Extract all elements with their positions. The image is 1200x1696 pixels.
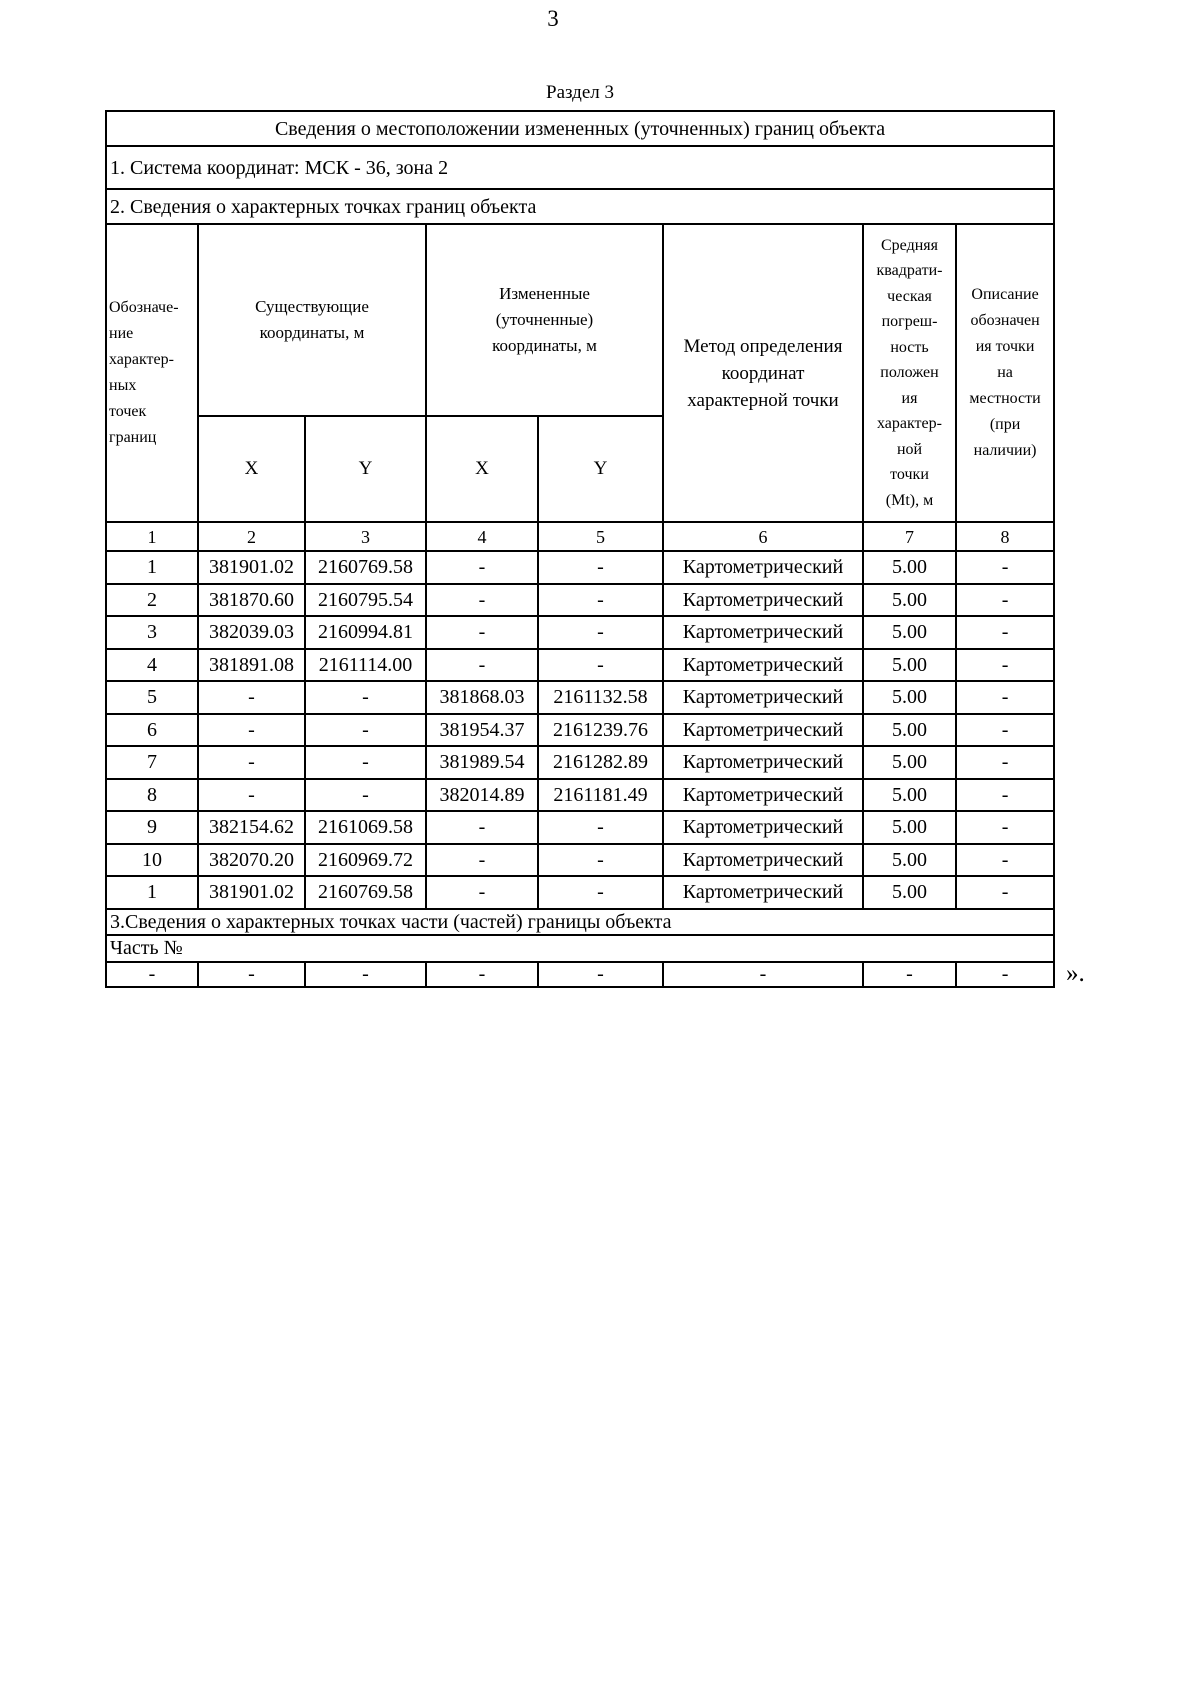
point-number: 5	[106, 681, 198, 714]
point-number: 1	[106, 551, 198, 584]
header-changed-y: Y	[538, 416, 663, 522]
changed-x-cell: -	[426, 584, 538, 617]
existing-x-cell: 382039.03	[198, 616, 305, 649]
method-cell: Картометрический	[663, 844, 863, 877]
description-cell: -	[956, 714, 1054, 747]
method-cell: Картометрический	[663, 584, 863, 617]
part-cell: -	[426, 962, 538, 987]
closing-quote-mark: ».	[1066, 960, 1085, 987]
description-cell: -	[956, 551, 1054, 584]
column-number: 2	[198, 522, 305, 551]
existing-y-cell: 2160795.54	[305, 584, 426, 617]
table-title: Сведения о местоположении измененных (уточненных) границ объекта	[106, 111, 1054, 146]
header-description: Описание обозначен ия точки на местности (при наличии)	[956, 224, 1054, 522]
changed-x-cell: -	[426, 876, 538, 909]
changed-x-cell: 381868.03	[426, 681, 538, 714]
changed-x-cell: 382014.89	[426, 779, 538, 812]
mean-error-cell: 5.00	[863, 746, 956, 779]
description-cell: -	[956, 649, 1054, 682]
changed-x-cell: 381954.37	[426, 714, 538, 747]
existing-y-cell: 2160769.58	[305, 876, 426, 909]
existing-y-cell: -	[305, 746, 426, 779]
part-cell: -	[198, 962, 305, 987]
changed-y-cell: 2161239.76	[538, 714, 663, 747]
column-number: 4	[426, 522, 538, 551]
method-cell: Картометрический	[663, 551, 863, 584]
table-row	[106, 681, 1054, 714]
existing-x-cell: 381901.02	[198, 551, 305, 584]
table-row	[106, 616, 1054, 649]
existing-y-cell: 2160994.81	[305, 616, 426, 649]
part-number-label: Часть №	[106, 935, 1054, 962]
changed-y-cell: -	[538, 876, 663, 909]
method-cell: Картометрический	[663, 746, 863, 779]
description-cell: -	[956, 844, 1054, 877]
mean-error-cell: 5.00	[863, 584, 956, 617]
part-cell: -	[956, 962, 1054, 987]
description-cell: -	[956, 779, 1054, 812]
page-number: 3	[547, 6, 559, 31]
method-cell: Картометрический	[663, 876, 863, 909]
description-cell: -	[956, 616, 1054, 649]
column-number: 5	[538, 522, 663, 551]
header-existing-coords: Существующие координаты, м	[198, 224, 426, 416]
changed-y-cell: -	[538, 811, 663, 844]
boundary-points-table	[105, 110, 1055, 988]
changed-y-cell: -	[538, 584, 663, 617]
existing-y-cell: -	[305, 681, 426, 714]
header-point-designation: Обозначе- ние характер- ных точек границ	[106, 224, 198, 522]
coordinate-system: 1. Система координат: МСК - 36, зона 2	[106, 146, 1054, 189]
existing-x-cell: 382070.20	[198, 844, 305, 877]
table-row	[106, 811, 1054, 844]
changed-y-cell: 2161282.89	[538, 746, 663, 779]
changed-y-cell: 2161181.49	[538, 779, 663, 812]
existing-y-cell: 2160769.58	[305, 551, 426, 584]
point-number: 3	[106, 616, 198, 649]
header-method: Метод определения координат характерной точки	[663, 224, 863, 522]
method-cell: Картометрический	[663, 681, 863, 714]
table-row	[106, 714, 1054, 747]
changed-x-cell: -	[426, 649, 538, 682]
mean-error-cell: 5.00	[863, 876, 956, 909]
existing-y-cell: -	[305, 779, 426, 812]
changed-y-cell: -	[538, 844, 663, 877]
part-cell: -	[863, 962, 956, 987]
changed-x-cell: -	[426, 551, 538, 584]
table-row	[106, 649, 1054, 682]
mean-error-cell: 5.00	[863, 714, 956, 747]
existing-x-cell: -	[198, 779, 305, 812]
description-cell: -	[956, 876, 1054, 909]
column-number: 7	[863, 522, 956, 551]
point-number: 1	[106, 876, 198, 909]
header-changed-coords: Измененные (уточненные) координаты, м	[426, 224, 663, 416]
point-number: 4	[106, 649, 198, 682]
mean-error-cell: 5.00	[863, 649, 956, 682]
existing-y-cell: 2161069.58	[305, 811, 426, 844]
part-row	[106, 962, 1054, 987]
part-cell: -	[538, 962, 663, 987]
existing-x-cell: -	[198, 714, 305, 747]
description-cell: -	[956, 811, 1054, 844]
table-row	[106, 876, 1054, 909]
method-cell: Картометрический	[663, 811, 863, 844]
header-mean-error: Средняя квадрати- ческая погреш- ность положен ия характер- ной точки (Mt), м	[863, 224, 956, 522]
column-number: 8	[956, 522, 1054, 551]
point-number: 7	[106, 746, 198, 779]
mean-error-cell: 5.00	[863, 844, 956, 877]
changed-x-cell: 381989.54	[426, 746, 538, 779]
existing-y-cell: -	[305, 714, 426, 747]
point-number: 10	[106, 844, 198, 877]
column-number-row	[106, 522, 1054, 551]
existing-x-cell: -	[198, 746, 305, 779]
description-cell: -	[956, 681, 1054, 714]
point-number: 2	[106, 584, 198, 617]
table-row	[106, 844, 1054, 877]
changed-y-cell: -	[538, 551, 663, 584]
mean-error-cell: 5.00	[863, 811, 956, 844]
point-number: 6	[106, 714, 198, 747]
parts-heading: 3.Сведения о характерных точках части (частей) границы объекта	[106, 909, 1054, 935]
existing-x-cell: -	[198, 681, 305, 714]
column-number: 1	[106, 522, 198, 551]
method-cell: Картометрический	[663, 616, 863, 649]
description-cell: -	[956, 584, 1054, 617]
method-cell: Картометрический	[663, 714, 863, 747]
header-existing-y: Y	[305, 416, 426, 522]
existing-y-cell: 2161114.00	[305, 649, 426, 682]
changed-y-cell: -	[538, 616, 663, 649]
existing-x-cell: 382154.62	[198, 811, 305, 844]
header-changed-x: X	[426, 416, 538, 522]
existing-x-cell: 381891.08	[198, 649, 305, 682]
mean-error-cell: 5.00	[863, 779, 956, 812]
column-number: 3	[305, 522, 426, 551]
table-row	[106, 551, 1054, 584]
mean-error-cell: 5.00	[863, 551, 956, 584]
method-cell: Картометрический	[663, 649, 863, 682]
changed-y-cell: -	[538, 649, 663, 682]
part-cell: -	[663, 962, 863, 987]
section-label: Раздел 3	[546, 82, 614, 103]
table-row	[106, 779, 1054, 812]
mean-error-cell: 5.00	[863, 616, 956, 649]
part-cell: -	[106, 962, 198, 987]
changed-x-cell: -	[426, 616, 538, 649]
changed-y-cell: 2161132.58	[538, 681, 663, 714]
points-heading: 2. Сведения о характерных точках границ объекта	[106, 189, 1054, 224]
changed-x-cell: -	[426, 811, 538, 844]
table-row	[106, 746, 1054, 779]
method-cell: Картометрический	[663, 779, 863, 812]
mean-error-cell: 5.00	[863, 681, 956, 714]
header-existing-x: X	[198, 416, 305, 522]
point-number: 9	[106, 811, 198, 844]
changed-x-cell: -	[426, 844, 538, 877]
existing-x-cell: 381901.02	[198, 876, 305, 909]
point-number: 8	[106, 779, 198, 812]
part-cell: -	[305, 962, 426, 987]
existing-x-cell: 381870.60	[198, 584, 305, 617]
existing-y-cell: 2160969.72	[305, 844, 426, 877]
table-row	[106, 584, 1054, 617]
description-cell: -	[956, 746, 1054, 779]
column-number: 6	[663, 522, 863, 551]
